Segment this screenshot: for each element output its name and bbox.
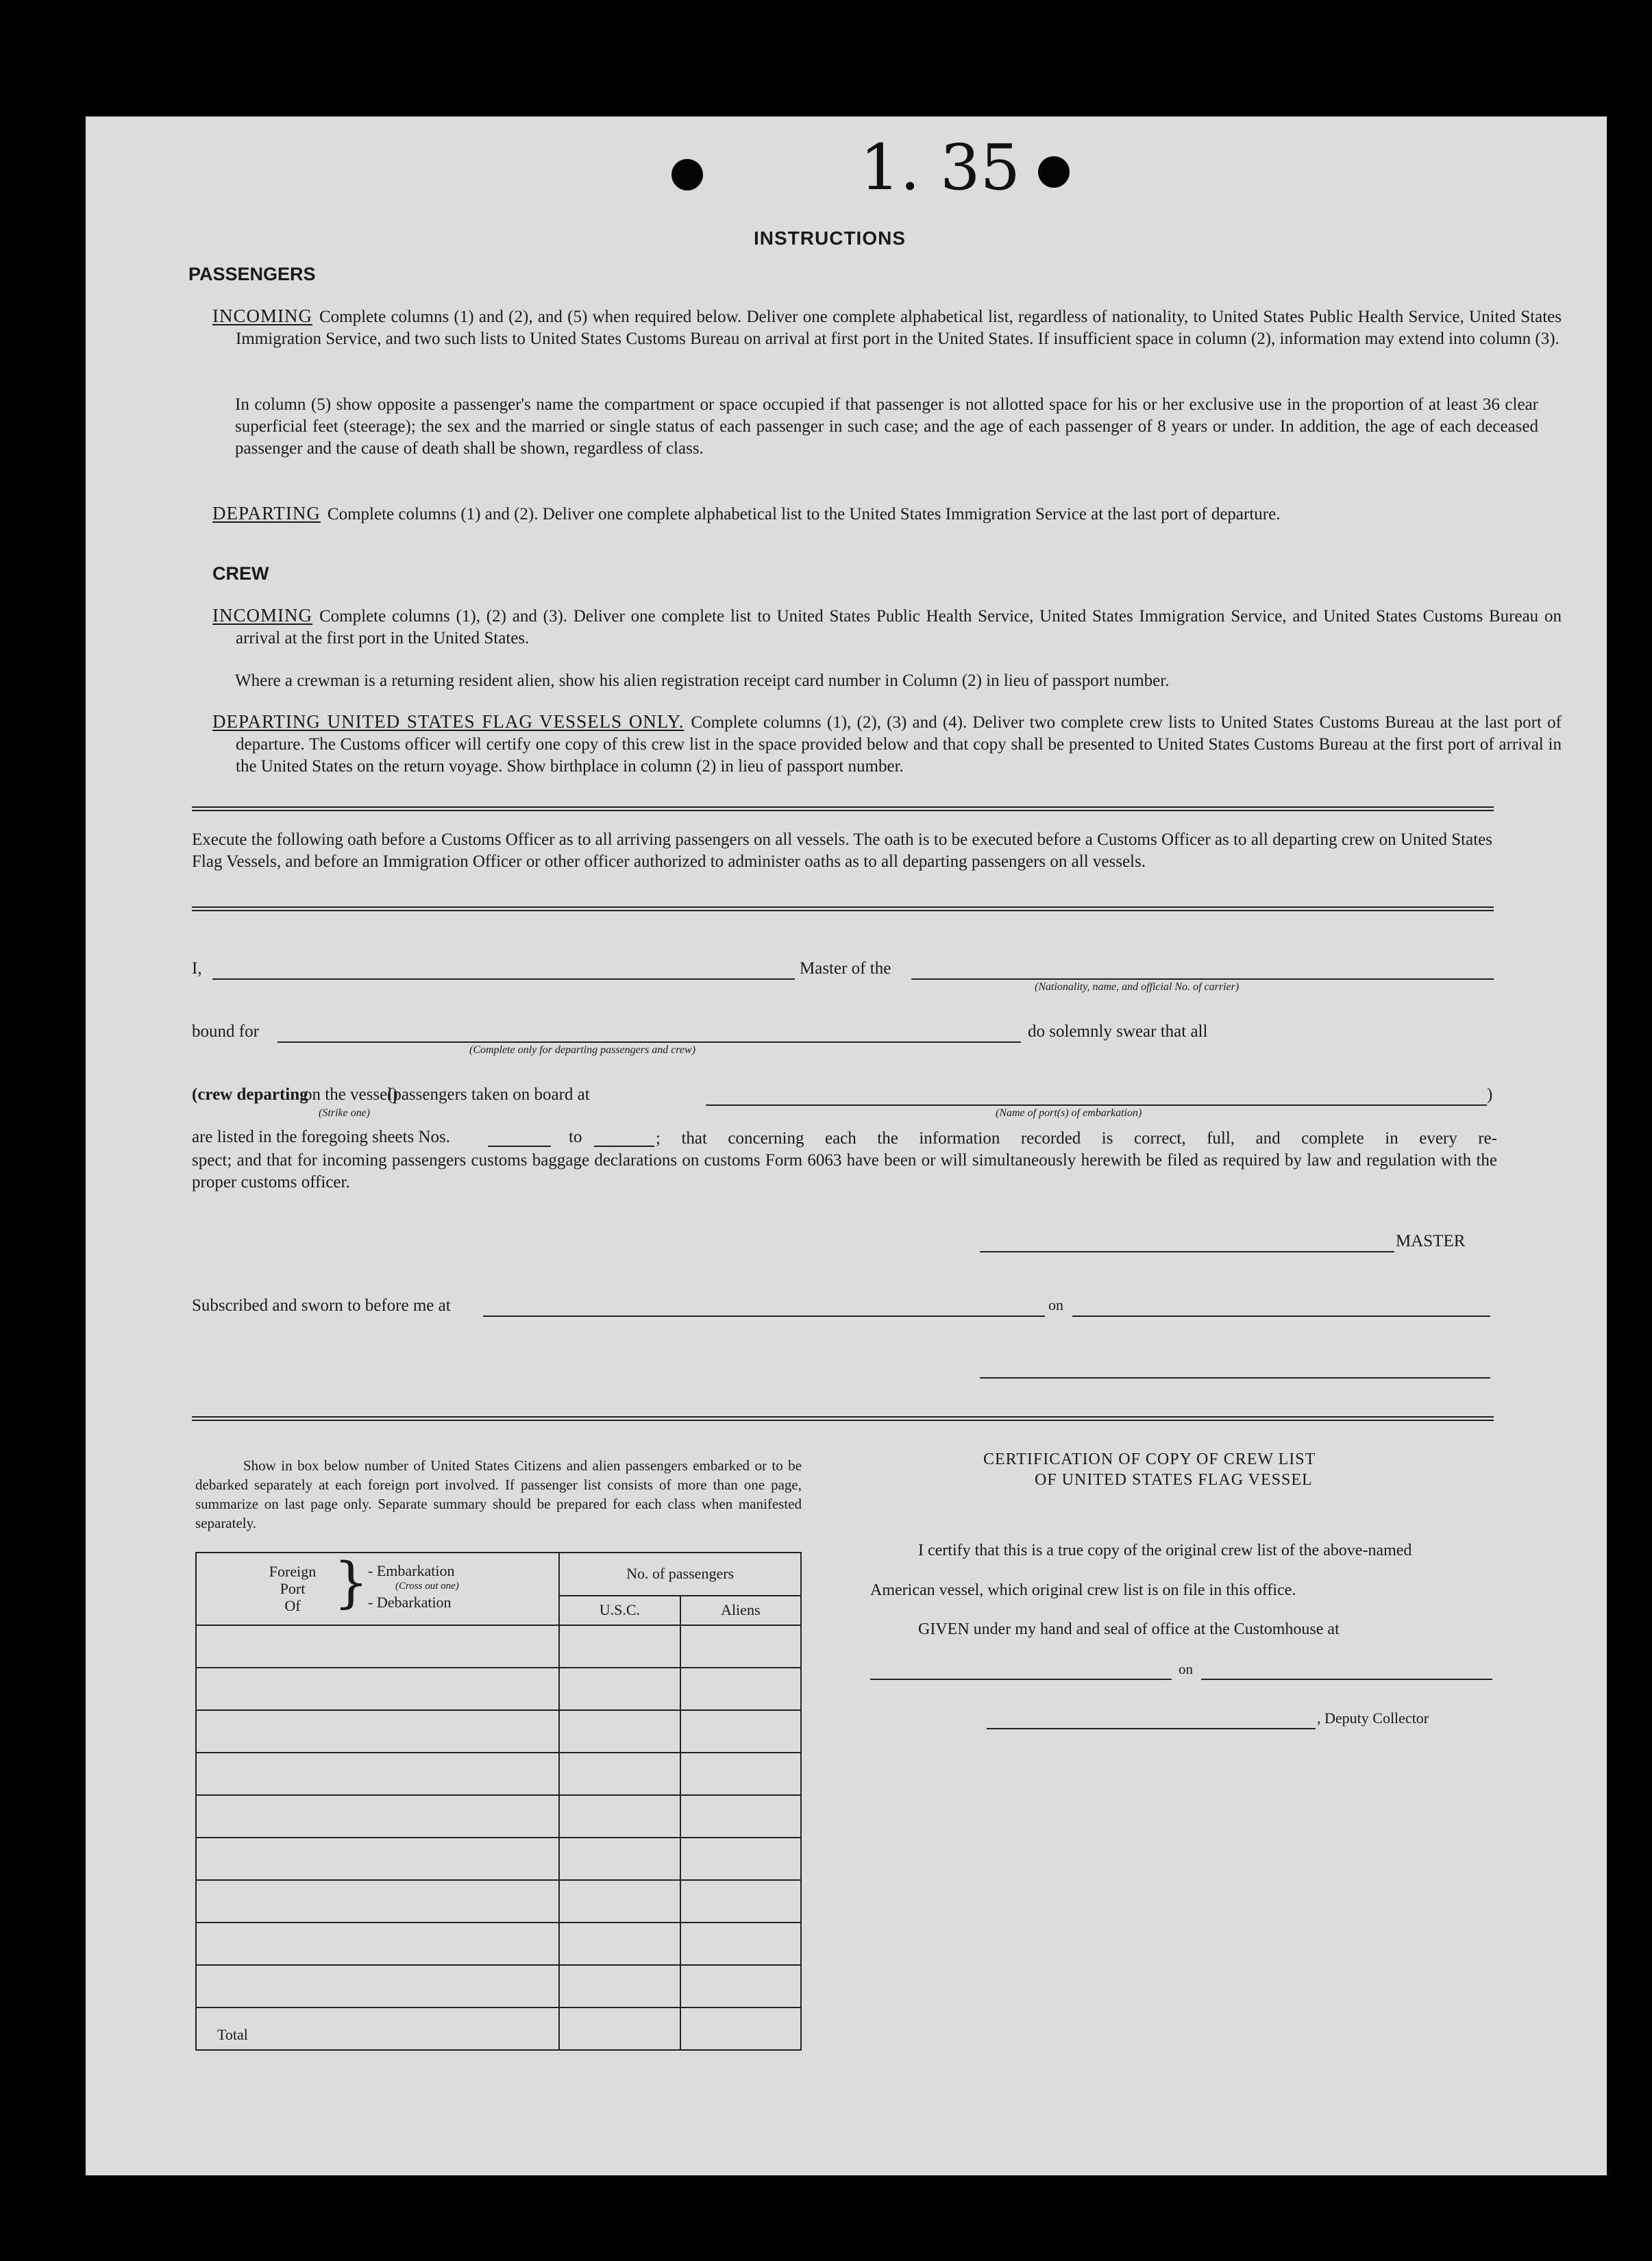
passengers-column5-paragraph: In column (5) show opposite a passenger's name the compartment or space occupied if that passenger is not allotted space for his or her exclusive use in the proportion of at least 36 clear superficial feet (steerage); the sex and the married or single status of each passenger in such case; and the age of each passenger of 8 years or under. In addition, the age of each deceased passenger and the cause of death shall be shown, regardless of class. [235, 395, 1538, 458]
port-cell[interactable] [196, 1923, 559, 1965]
total-label: Total [196, 2007, 559, 2050]
embarkation-options [368, 1563, 459, 1610]
passengers-heading: PASSENGERS [188, 264, 316, 284]
usc-header: U.S.C. [559, 1596, 680, 1625]
debarkation-label: - Debarkation [368, 1594, 452, 1611]
crew-incoming-text: Complete columns (1), (2) and (3). Deliver one complete list to United States Public Health Service, United States Immigration Service, and United States Customs Bureau on arrival at the first port in the United States. [236, 607, 1562, 647]
usc-cell[interactable] [559, 1838, 680, 1880]
passengers-incoming-text: Complete columns (1) and (2), and (5) when required below. Deliver one complete alphabetical list, regardless of nationality, to United States Public Health Service, United States Immigration Service, and two such lists to United States Customs Bureau on arrival at first port in the United States. If insufficient space in column (2), information may extend into column (3). [236, 308, 1562, 348]
certification-title-line2: OF UNITED STATES FLAG VESSEL [1035, 1471, 1313, 1489]
solemnly-swear-text: do solemnly swear that all [1028, 1022, 1208, 1041]
listed-sheets-text: are listed in the foregoing sheets Nos. [192, 1128, 450, 1146]
usc-cell[interactable] [559, 1710, 680, 1753]
usc-cell[interactable] [559, 1795, 680, 1838]
punch-hole [671, 159, 703, 190]
usc-cell[interactable] [559, 1880, 680, 1923]
listed-rest-text: ; that concerning each the information recorded is correct, full, and complete in every re- [656, 1129, 1497, 1148]
aliens-total-cell[interactable] [680, 2007, 801, 2050]
port-caption: (Name of port(s) of embarkation) [996, 1107, 1142, 1119]
passengers-departing-label: DEPARTING [212, 503, 321, 523]
port-cell[interactable] [196, 1795, 559, 1838]
crew-incoming-label: INCOMING [212, 605, 312, 626]
certification-title-line1: CERTIFICATION OF COPY OF CREW LIST [983, 1450, 1316, 1468]
aliens-cell[interactable] [680, 1880, 801, 1923]
port-cell[interactable] [196, 1625, 559, 1668]
sheet-to-line [594, 1146, 654, 1147]
summary-instructions: Show in box below number of United States Citizens and alien passengers embarked or to be debarked separately at each foreign port involved. If passenger list consists of more than one page, summarize on last page only. Separate summary should be prepared for each class when manifested separately. [195, 1457, 802, 1531]
certification-on-label: on [1179, 1661, 1193, 1677]
handwritten-mark: 1. 35 [860, 131, 1021, 204]
no-passengers-header: No. of passengers [559, 1553, 801, 1596]
double-divider [192, 906, 1494, 911]
usc-total-cell[interactable] [559, 2007, 680, 2050]
nationality-caption: (Nationality, name, and official No. of carrier) [1035, 981, 1240, 993]
master-of-label: Master of the [800, 959, 891, 978]
punch-hole [1038, 156, 1070, 188]
usc-cell[interactable] [559, 1668, 680, 1710]
aliens-cell[interactable] [680, 1795, 801, 1838]
oath-intro: Execute the following oath before a Customs Officer as to all arriving passengers on all vessels. The oath is to be executed before a Customs Officer as to all departing crew on United States Flag Vessels, and before an Immigration Officer or other officer authorized to administer oaths as to all departing passengers on all vessels. [192, 830, 1492, 871]
double-divider [192, 1416, 1494, 1421]
given-text: GIVEN under my hand and seal of office at the Customhouse at [918, 1620, 1340, 1638]
aliens-cell[interactable] [680, 1753, 801, 1795]
usc-cell[interactable] [559, 1625, 680, 1668]
aliens-cell[interactable] [680, 1923, 801, 1965]
crew-departing-label: DEPARTING UNITED STATES FLAG VESSELS ONLY. [212, 711, 685, 732]
sheet-from-line [488, 1146, 551, 1147]
crew-resident-paragraph: Where a crewman is a returning resident alien, show his alien registration receipt card number in Column (2) in lieu of passport number. [235, 671, 1170, 690]
port-cell[interactable] [196, 1838, 559, 1880]
form-page [86, 116, 1607, 2175]
foreign-port-header [196, 1550, 559, 1625]
subscribed-text: Subscribed and sworn to before me at [192, 1296, 451, 1315]
passengers-departing-text: Complete columns (1) and (2). Deliver one complete alphabetical list to the United States Immigration Service at the last port of departure. [327, 505, 1281, 523]
master-name-line [212, 978, 795, 980]
deputy-collector-label: , Deputy Collector [1317, 1709, 1429, 1727]
carrier-line [911, 978, 1494, 980]
port-cell[interactable] [196, 1710, 559, 1753]
brace-glyph: } [334, 1550, 369, 1614]
crew-departing-text: Complete columns (1), (2), (3) and (4). Deliver two complete crew lists to United States Customs Bureau at the last port of departure. The Customs officer will certify one copy of this crew list in the space provided below and that copy shall be presented to United States Customs Bureau at the first port of arrival in the United States on the return voyage. Show birthplace in column (2) in lieu of passport number. [236, 713, 1562, 776]
passenger-summary-table [195, 1552, 802, 2051]
embarkation-label: - Embarkation [368, 1562, 455, 1579]
master-signature-label: MASTER [1396, 1232, 1466, 1250]
on-vessel-text: on the vessel) [304, 1085, 398, 1104]
aliens-cell[interactable] [680, 1625, 801, 1668]
passengers-taken-option: (passengers taken on board at [387, 1085, 590, 1104]
customhouse-line [870, 1679, 1172, 1680]
double-divider [192, 806, 1494, 811]
officer-signature-line [980, 1377, 1490, 1379]
respect-text: spect; and that for incoming passengers customs baggage declarations on customs Form 6063 have been or will simultaneously herewith be filed as required by law and regulation with the proper customs officer. [192, 1151, 1497, 1191]
port-line [706, 1104, 1487, 1106]
to-label: to [569, 1128, 582, 1146]
deputy-signature-line [987, 1728, 1316, 1729]
american-vessel-text: American vessel, which original crew list is on file in this office. [870, 1581, 1296, 1599]
subscribed-date-line [1072, 1315, 1490, 1317]
usc-cell[interactable] [559, 1753, 680, 1795]
crew-departing-paragraph [212, 711, 1562, 778]
strike-caption: (Strike one) [319, 1107, 371, 1119]
aliens-cell[interactable] [680, 1965, 801, 2007]
port-word: Port [280, 1580, 306, 1597]
aliens-cell[interactable] [680, 1710, 801, 1753]
usc-cell[interactable] [559, 1923, 680, 1965]
bound-for-caption: (Complete only for departing passengers and crew) [469, 1044, 696, 1056]
crew-incoming-paragraph [212, 604, 1562, 650]
aliens-header: Aliens [680, 1596, 801, 1625]
passengers-incoming-paragraph [212, 305, 1562, 350]
page-title: INSTRUCTIONS [754, 227, 906, 249]
usc-cell[interactable] [559, 1965, 680, 2007]
crew-departing-option: (crew departing [192, 1085, 308, 1104]
certify-text: I certify that this is a true copy of the original crew list of the above-named [918, 1542, 1412, 1559]
crew-heading: CREW [212, 563, 269, 584]
bound-for-line [278, 1041, 1021, 1043]
passengers-incoming-label: INCOMING [212, 306, 312, 326]
subscribed-place-line [483, 1315, 1045, 1317]
foreign-word: Foreign [269, 1563, 317, 1580]
aliens-cell[interactable] [680, 1838, 801, 1880]
master-signature-line [980, 1251, 1394, 1252]
oath-i-label: I, [192, 959, 202, 978]
subscribed-on-label: on [1048, 1296, 1063, 1313]
port-cell[interactable] [196, 1753, 559, 1795]
of-word: Of [284, 1597, 301, 1614]
bound-for-label: bound for [192, 1022, 259, 1041]
aliens-cell[interactable] [680, 1668, 801, 1710]
certification-date-line [1201, 1679, 1492, 1680]
close-paren: ) [1487, 1085, 1493, 1104]
cross-out-label: (Cross out one) [395, 1581, 459, 1592]
port-cell[interactable] [196, 1668, 559, 1710]
foreign-port-of-label [255, 1563, 330, 1614]
passengers-departing-paragraph [212, 502, 1562, 526]
port-cell[interactable] [196, 1880, 559, 1923]
port-cell[interactable] [196, 1965, 559, 2007]
